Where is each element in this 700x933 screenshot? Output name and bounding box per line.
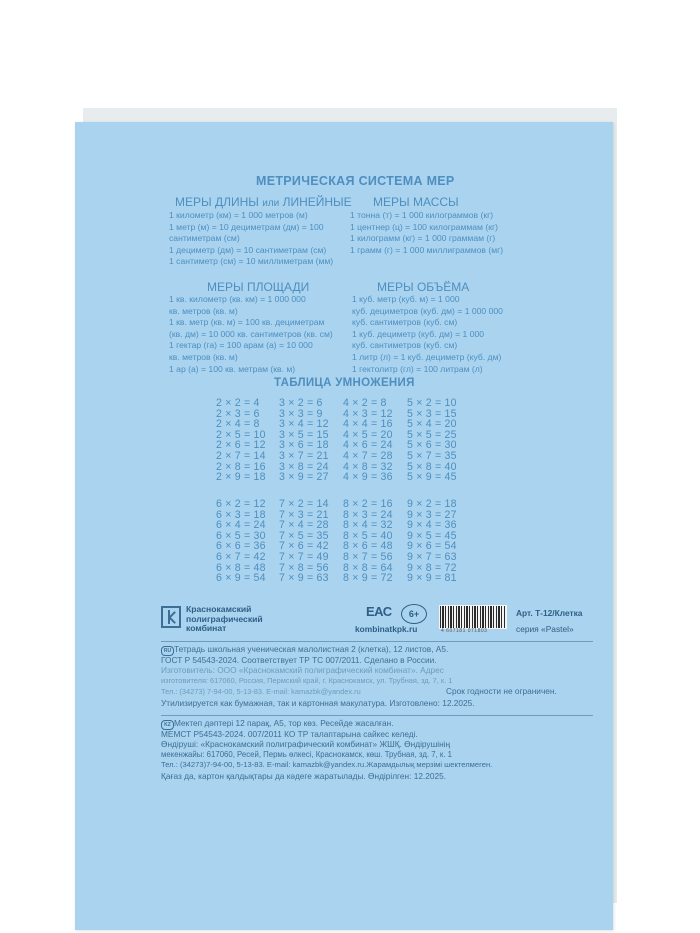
mult-col-6 — [216, 499, 266, 584]
volume-line: 1 куб. дециметр (куб. дм) = 1 000 — [352, 328, 485, 339]
volume-line: куб. дециметров (куб. дм) = 1 000 000 — [352, 305, 503, 316]
mult-item: 6 × 7 = 42 — [216, 550, 266, 563]
kz-line: мекенжайы: 617060, Ресей, Пермь өлкесі, Краснокамск, көш. Трубная, зд. 7, к. 1 — [161, 749, 452, 759]
mult-item: 3 × 4 = 12 — [279, 418, 329, 431]
logo-line: комбинат — [186, 623, 227, 634]
mult-col-7 — [279, 499, 329, 584]
barcode-number: 4 607181 071803 — [441, 628, 488, 634]
kz-line: Мектеп дәптері 12 парақ, А5, тор көз. Ресейде жасалған. — [174, 718, 394, 728]
length-heading — [175, 195, 352, 209]
mult-item: 4 × 5 = 20 — [343, 428, 393, 441]
mult-item: 7 × 2 = 14 — [279, 498, 329, 510]
kz-line: МЕМСТ Р54543-2024. 007/2011 КО ТР талаптарына сайкес келеді. — [161, 728, 418, 739]
ru-line: ГОСТ Р 54543-2024. Соответствует ТР ТС 007/2011. Сделано в России. — [161, 654, 437, 665]
mult-col-9 — [407, 499, 457, 584]
volume-line: 1 гектолитр (гл) = 100 литрам (л) — [352, 363, 483, 374]
mult-item: 6 × 3 = 18 — [216, 508, 266, 521]
mult-item: 4 × 7 = 28 — [343, 449, 393, 462]
mult-item: 5 × 5 = 25 — [407, 428, 457, 441]
area-line: 1 кв. метр (кв. м) = 100 кв. дециметрам — [169, 317, 325, 328]
mult-item: 8 × 2 = 16 — [343, 498, 393, 510]
mult-item: 3 × 5 = 15 — [279, 428, 329, 441]
kz-line: Тел.: (34273)7-94-00, 5-13-83. E-mail: kamazbk@yandex.ru.Жарамдылық мерзімі шектелмеген. — [161, 760, 493, 769]
mult-item: 8 × 3 = 24 — [343, 508, 393, 521]
mult-item: 6 × 9 = 54 — [216, 572, 266, 585]
volume-line: 1 куб. метр (куб. м) = 1 000 — [352, 294, 460, 304]
mass-line: 1 грамм (г) = 1 000 миллиграммов (мг) — [350, 244, 504, 255]
mult-item: 7 × 7 = 49 — [279, 550, 329, 563]
length-line: 1 метр (м) = 10 дециметрам (дм) = 100 — [169, 221, 324, 232]
mult-item: 2 × 7 = 14 — [216, 449, 266, 462]
ru-contact-row — [161, 686, 594, 698]
mult-item: 6 × 8 = 48 — [216, 561, 266, 574]
ru-line: Срок годности не ограничен. — [446, 686, 557, 696]
mult-item: 7 × 3 = 21 — [279, 508, 329, 521]
mult-item: 8 × 4 = 32 — [343, 519, 393, 532]
company-logo-text — [186, 605, 263, 634]
kz-line: Қағаз да, картон қалдықтары да кәдеге жаратылады. Өндірілген: 12.2025. — [161, 770, 446, 781]
mult-item: 5 × 7 = 35 — [407, 449, 457, 462]
mult-item: 5 × 4 = 20 — [407, 418, 457, 431]
area-line: кв. метров (кв. м) — [169, 305, 238, 316]
mult-item: 5 × 8 = 40 — [407, 460, 457, 473]
mult-item: 8 × 5 = 40 — [343, 529, 393, 542]
mass-line: 1 центнер (ц) = 100 килограммам (кг) — [350, 221, 498, 232]
mult-item: 5 × 2 = 10 — [407, 397, 457, 409]
ru-line: Утилизируется как бумажная, так и картонная макулатура. Изготовлено: 12.2025. — [161, 697, 475, 708]
length-line: сантиметрам (см) — [169, 233, 240, 244]
mass-heading: МЕРЫ МАССЫ — [373, 195, 459, 209]
multiplication-title: ТАБЛИЦА УМНОЖЕНИЯ — [274, 377, 415, 389]
mult-col-5 — [407, 398, 457, 483]
mult-item: 3 × 9 = 27 — [279, 471, 329, 484]
mult-item: 8 × 6 = 48 — [343, 540, 393, 553]
mult-item: 2 × 9 = 18 — [216, 471, 266, 484]
mult-item: 6 × 6 = 36 — [216, 540, 266, 553]
mult-item: 2 × 5 = 10 — [216, 428, 266, 441]
mult-item: 5 × 6 = 30 — [407, 439, 457, 452]
mult-item: 6 × 2 = 12 — [216, 498, 266, 510]
barcode-icon — [439, 605, 507, 629]
area-line: (кв. дм) = 10 000 кв. сантиметров (кв. см) — [169, 328, 333, 339]
mult-item: 2 × 8 = 16 — [216, 460, 266, 473]
mult-item: 9 × 2 = 18 — [407, 498, 457, 510]
company-logo-icon — [161, 606, 181, 628]
mult-item: 5 × 3 = 15 — [407, 407, 457, 420]
mult-item: 5 × 9 = 45 — [407, 471, 457, 484]
mult-item: 4 × 6 = 24 — [343, 439, 393, 452]
footer-divider — [161, 641, 593, 642]
mult-item: 7 × 5 = 35 — [279, 529, 329, 542]
area-line: 1 кв. километр (кв. км) = 1 000 000 — [169, 294, 306, 304]
mult-item: 9 × 4 = 36 — [407, 519, 457, 532]
length-line: 1 сантиметр (см) = 10 миллиметрам (мм) — [169, 256, 334, 267]
mult-item: 9 × 6 = 54 — [407, 540, 457, 553]
mult-item: 6 × 5 = 30 — [216, 529, 266, 542]
length-line: 1 километр (км) = 1 000 метров (м) — [169, 210, 308, 220]
kz-line: Өндіруші: «Краснокамский полиграфический комбинат» ЖШҚ. Өндірушінің — [161, 739, 451, 749]
mult-item: 4 × 8 = 32 — [343, 460, 393, 473]
length-heading-a: МЕРЫ ДЛИНЫ — [175, 195, 259, 209]
ru-description — [161, 644, 594, 708]
area-line: кв. метров (кв. м) — [169, 351, 238, 362]
mult-item: 2 × 2 = 4 — [216, 397, 260, 409]
mult-item: 9 × 9 = 81 — [407, 572, 457, 585]
area-line: 1 гектар (га) = 100 арам (а) = 10 000 — [169, 340, 313, 351]
mult-item: 8 × 7 = 56 — [343, 550, 393, 563]
mult-item: 6 × 4 = 24 — [216, 519, 266, 532]
ru-line: Тетрадь школьная ученическая малолистная 2 (клетка), 12 листов, А5. — [174, 644, 449, 654]
mult-item: 3 × 6 = 18 — [279, 439, 329, 452]
mult-item: 7 × 4 = 28 — [279, 519, 329, 532]
mult-item: 9 × 3 = 27 — [407, 508, 457, 521]
mult-col-2 — [216, 398, 266, 483]
article-number: Арт. Т-12/Клетка — [516, 608, 583, 618]
mult-item: 2 × 3 = 6 — [216, 407, 260, 420]
mult-item: 4 × 9 = 36 — [343, 471, 393, 484]
ru-line: Тел.: (34273) 7-94-00, 5-13-83. E-mail: kamazbk@yandex.ru — [161, 687, 361, 696]
mult-col-8 — [343, 499, 393, 584]
mult-col-4 — [343, 398, 393, 483]
mass-block — [350, 210, 503, 256]
mult-item: 4 × 4 = 16 — [343, 418, 393, 431]
ru-line: Изготовитель: ООО «Краснокамский полиграфический комбинат». Адрес — [161, 665, 444, 675]
mass-line: 1 тонна (т) = 1 000 килограммов (кг) — [350, 210, 494, 220]
footer-divider — [161, 715, 593, 716]
mult-item: 3 × 8 = 24 — [279, 460, 329, 473]
length-heading-c: ЛИНЕЙНЫЕ — [282, 195, 352, 209]
mult-item: 9 × 5 = 45 — [407, 529, 457, 542]
mult-item: 9 × 8 = 72 — [407, 561, 457, 574]
mult-item: 4 × 2 = 8 — [343, 397, 387, 409]
mult-col-3 — [279, 398, 329, 483]
volume-line: куб. сантиметров (куб. см) — [352, 340, 458, 351]
volume-line: 1 литр (л) = 1 куб. дециметр (куб. дм) — [352, 351, 502, 362]
mult-item: 8 × 9 = 72 — [343, 572, 393, 585]
mult-item: 7 × 8 = 56 — [279, 561, 329, 574]
mult-item: 7 × 6 = 42 — [279, 540, 329, 553]
length-block — [169, 210, 333, 268]
notebook-back-cover — [75, 122, 613, 930]
length-heading-b: или — [262, 198, 280, 209]
mass-line: 1 килограмм (кг) = 1 000 граммам (г) — [350, 233, 496, 244]
area-block — [169, 294, 333, 375]
mult-item: 3 × 3 = 9 — [279, 407, 323, 420]
mult-item: 4 × 3 = 12 — [343, 407, 393, 420]
series-name: серия «Pastel» — [516, 624, 574, 634]
footer-bar — [161, 602, 593, 632]
mult-item: 3 × 7 = 21 — [279, 449, 329, 462]
mult-item: 2 × 4 = 8 — [216, 418, 260, 431]
length-line: 1 дециметр (дм) = 10 сантиметрам (см) — [169, 244, 327, 255]
logo-line: полиграфический — [186, 613, 263, 624]
volume-line: куб. сантиметров (куб. см) — [352, 317, 458, 328]
logo-line: Краснокамский — [186, 604, 252, 614]
mult-item: 3 × 2 = 6 — [279, 397, 323, 409]
area-heading: МЕРЫ ПЛОЩАДИ — [207, 280, 310, 294]
eac-mark: ЕАС — [366, 604, 392, 619]
ru-line: изготовителя: 617060, Россия, Пермский край, г. Краснокамск, ул. Трубная, зд. 7, к. 1 — [161, 675, 453, 685]
area-line: 1 ар (а) = 100 кв. метрам (кв. м) — [169, 363, 296, 374]
volume-heading: МЕРЫ ОБЪЁМА — [377, 280, 470, 294]
kz-badge: KZ — [161, 720, 174, 730]
page-title: МЕТРИЧЕСКАЯ СИСТЕМА МЕР — [256, 174, 455, 188]
mult-item: 7 × 9 = 63 — [279, 572, 329, 585]
volume-block — [352, 294, 503, 375]
mult-item: 9 × 7 = 63 — [407, 550, 457, 563]
mult-item: 8 × 8 = 64 — [343, 561, 393, 574]
ru-badge: RU — [161, 646, 174, 656]
age-rating-badge: 6+ — [401, 604, 427, 624]
website-link[interactable]: kombinatkpk.ru — [355, 624, 418, 634]
mult-item: 2 × 6 = 12 — [216, 439, 266, 452]
